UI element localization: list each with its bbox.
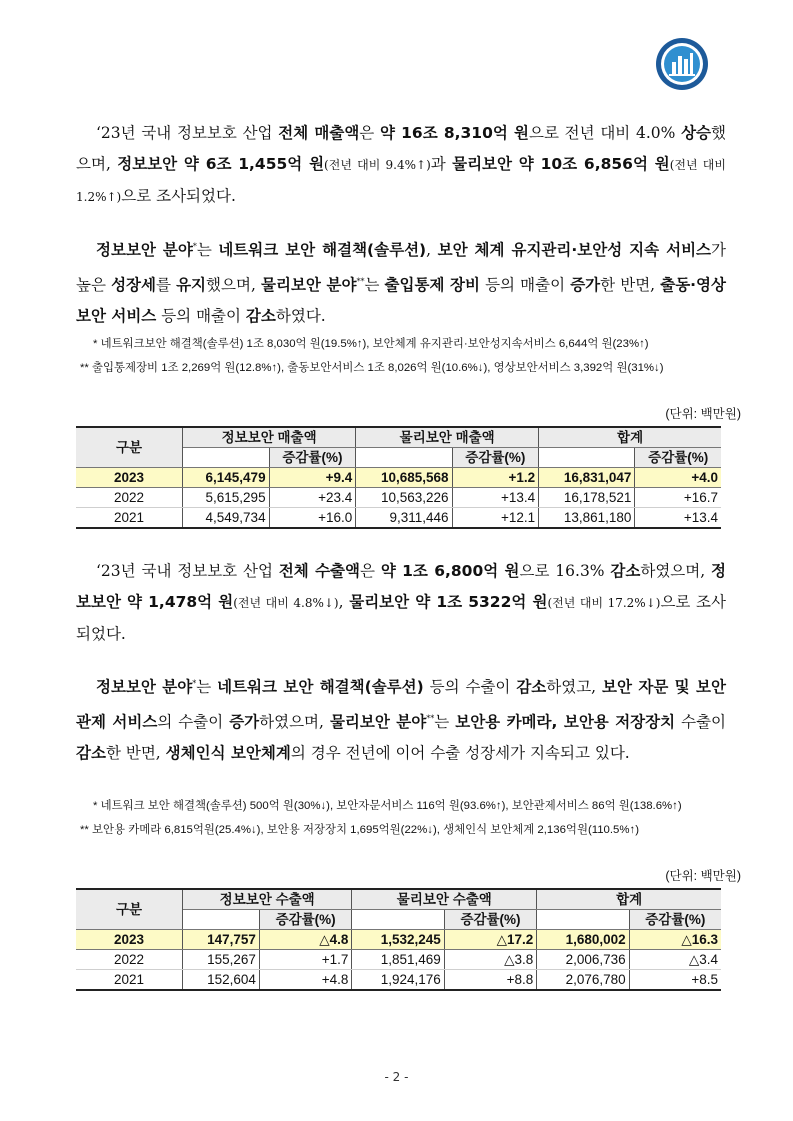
footnotes-exports <box>80 794 740 842</box>
cell-rate: +16.7 <box>635 488 721 508</box>
cell-rate: +23.4 <box>269 488 356 508</box>
text: 으로 조사되었다. <box>76 593 726 643</box>
cell-year: 2023 <box>76 930 183 950</box>
header-physical-exports: 물리보안 수출액 <box>352 889 537 910</box>
text: 는 <box>196 678 218 697</box>
text-small: (전년 대비 1.2%↑) <box>76 158 726 204</box>
paragraph-sales-summary <box>76 118 726 213</box>
footnote: * 네트워크 보안 해결책(솔루션) 500억 원(30%↓), 보안자문서비스 116억 원(93.6%↑), 보안관제서비스 86억 원(138.6%↑) <box>93 800 682 812</box>
text-bold: 증가 <box>570 276 601 295</box>
cell-rate: +8.8 <box>444 970 536 991</box>
cell-year: 2021 <box>76 508 183 529</box>
cell-rate: +9.4 <box>269 468 356 488</box>
cell-rate: +4.0 <box>635 468 721 488</box>
text: 했으며, <box>76 124 726 173</box>
exports-table <box>76 888 721 991</box>
text-bold: 물리보안 분야 <box>261 276 357 295</box>
footnote: * 네트워크보안 해결책(솔루션) 1조 8,030억 원(19.5%↑), 보안체계 유지관리·보안성지속서비스 6,644억 원(23%↑) <box>93 338 649 350</box>
header-physical-sales: 물리보안 매출액 <box>356 427 539 448</box>
text-bold: 증가 <box>229 713 260 732</box>
text-bold: 감소 <box>76 744 106 763</box>
text-bold: 정보보안 약 1,478억 원 <box>76 562 726 611</box>
cell-value: 10,685,568 <box>356 468 452 488</box>
cell-rate: +16.0 <box>269 508 356 529</box>
header-total: 합계 <box>537 889 721 910</box>
footnotes-sales <box>80 332 740 380</box>
text-bold: 감소 <box>245 307 276 326</box>
text-bold: 정보보안 분야 <box>96 241 193 260</box>
cell-value: 13,861,180 <box>539 508 635 529</box>
text: 은 <box>360 562 381 580</box>
cell-value: 9,311,446 <box>356 508 452 529</box>
text-bold: 유지 <box>176 276 207 295</box>
text-bold: 전체 수출액 <box>278 562 360 580</box>
header-blank <box>356 448 452 468</box>
sales-table <box>76 426 721 529</box>
cell-value: 4,549,734 <box>183 508 270 529</box>
cell-rate: +13.4 <box>635 508 721 529</box>
text: 하였으며, <box>259 713 330 732</box>
text-bold: 감소 <box>516 678 547 697</box>
table-row <box>76 930 721 950</box>
header-rate: 증감률(%) <box>444 910 536 930</box>
text-bold: 정보보안 분야 <box>96 678 193 697</box>
header-gubun: 구분 <box>76 427 183 468</box>
text: , <box>338 593 350 611</box>
cell-value: 10,563,226 <box>356 488 452 508</box>
cell-rate: △3.4 <box>629 950 721 970</box>
cell-rate: +8.5 <box>629 970 721 991</box>
text-bold: 상승 <box>681 124 712 142</box>
text: 과 <box>430 155 453 173</box>
cell-value: 2,076,780 <box>537 970 629 991</box>
cell-value: 1,532,245 <box>352 930 444 950</box>
paragraph-export-detail <box>76 668 726 769</box>
cell-value: 5,615,295 <box>183 488 270 508</box>
text: ‘23년 국내 정보보호 산업 <box>96 562 279 580</box>
header-total: 합계 <box>539 427 721 448</box>
cell-year: 2022 <box>76 488 183 508</box>
cell-year: 2023 <box>76 468 183 488</box>
text-bold: 약 1조 6,800억 원 <box>380 562 520 580</box>
text: 는 <box>196 241 219 260</box>
cell-rate: +12.1 <box>452 508 539 529</box>
page-number: - 2 - <box>384 1070 409 1084</box>
paragraph-sales-detail <box>76 231 726 332</box>
header-blank <box>183 910 260 930</box>
cell-value: 6,145,479 <box>183 468 270 488</box>
text: ‘23년 국내 정보보호 산업 <box>96 124 279 142</box>
text: 으로 전년 대비 4.0% <box>529 124 682 142</box>
text: 으로 조사되었다. <box>121 187 236 205</box>
text-bold: 네트워크 보안 해결책(솔루션) <box>217 678 424 697</box>
text: 하였다. <box>275 307 326 326</box>
header-rate: 증감률(%) <box>452 448 539 468</box>
cell-year: 2022 <box>76 950 183 970</box>
header-blank <box>537 910 629 930</box>
footnote-mark: ** <box>356 277 365 287</box>
text-bold: 출동·영상보안 서비스 <box>76 276 726 326</box>
text: 했으며, <box>206 276 261 295</box>
text: 수출이 <box>675 713 727 732</box>
text: 으로 16.3% <box>519 562 611 580</box>
text-bold: 보안 자문 및 보안관제 서비스 <box>76 678 726 732</box>
header-rate: 증감률(%) <box>629 910 721 930</box>
text: 등의 수출이 <box>423 678 517 697</box>
header-blank <box>352 910 444 930</box>
text: 등의 매출이 <box>479 276 571 295</box>
table-row <box>76 488 721 508</box>
cell-rate: △4.8 <box>259 930 351 950</box>
text-bold: 출입통제 장비 <box>384 276 480 295</box>
cell-rate: +13.4 <box>452 488 539 508</box>
footnote-mark: * <box>192 242 197 251</box>
header-info-sales: 정보보안 매출액 <box>183 427 356 448</box>
text-bold: 물리보안 약 1조 5322억 원 <box>349 593 548 611</box>
header-blank <box>539 448 635 468</box>
text-bold: 물리보안 약 10조 6,856억 원 <box>452 155 670 173</box>
cell-rate: +1.2 <box>452 468 539 488</box>
text: 가 높은 <box>76 241 726 295</box>
text-bold: 전체 매출액 <box>278 124 360 142</box>
text: 는 <box>364 276 385 295</box>
cell-rate: +4.8 <box>259 970 351 991</box>
cell-value: 1,924,176 <box>352 970 444 991</box>
cell-value: 147,757 <box>183 930 260 950</box>
table-row <box>76 970 721 991</box>
cell-value: 152,604 <box>183 970 260 991</box>
footnote: ** 출입통제장비 1조 2,269억 원(12.8%↑), 출동보안서비스 1조 8,026억 원(10.6%↓), 영상보안서비스 3,392억 원(31%↓) <box>80 362 664 374</box>
footnote: ** 보안용 카메라 6,815억원(25.4%↓), 보안용 저장장치 1,695억원(22%↓), 생체인식 보안체계 2,136억원(110.5%↑) <box>80 824 640 836</box>
text-bold: 물리보안 분야 <box>329 713 427 732</box>
cell-rate: △17.2 <box>444 930 536 950</box>
footnote-mark: ** <box>426 714 435 724</box>
cell-rate: △16.3 <box>629 930 721 950</box>
text: 등의 매출이 <box>156 307 246 326</box>
cell-value: 1,851,469 <box>352 950 444 970</box>
text: 한 반면, <box>600 276 661 295</box>
text: 는 <box>434 713 456 732</box>
text-bold: 보안용 카메라, 보안용 저장장치 <box>455 713 676 732</box>
text-small: (전년 대비 17.2%↓) <box>547 596 661 610</box>
header-rate: 증감률(%) <box>259 910 351 930</box>
text: , <box>426 241 438 260</box>
text-bold: 성장세 <box>111 276 156 295</box>
statistics-emblem-icon <box>655 37 709 91</box>
text: 하였으며, <box>640 562 712 580</box>
header-blank <box>183 448 270 468</box>
text: 한 반면, <box>105 744 166 763</box>
text-bold: 약 16조 8,310억 원 <box>379 124 530 142</box>
cell-value: 1,680,002 <box>537 930 629 950</box>
table-row <box>76 950 721 970</box>
table-row <box>76 508 721 529</box>
text: 를 <box>155 276 177 295</box>
table-row <box>76 468 721 488</box>
text-bold: 보안 체계 유지관리·보안성 지속 서비스 <box>437 241 712 260</box>
header-gubun: 구분 <box>76 889 183 930</box>
cell-rate: +1.7 <box>259 950 351 970</box>
cell-rate: △3.8 <box>444 950 536 970</box>
footnote-mark: * <box>192 679 197 688</box>
unit-label: (단위: 백만원) <box>665 869 741 883</box>
header-rate: 증감률(%) <box>635 448 721 468</box>
text-bold: 네트워크 보안 해결책(솔루션) <box>218 241 427 260</box>
cell-value: 16,178,521 <box>539 488 635 508</box>
unit-label: (단위: 백만원) <box>665 407 741 421</box>
paragraph-export-summary <box>76 556 726 650</box>
header-rate: 증감률(%) <box>269 448 356 468</box>
text: 의 수출이 <box>157 713 230 732</box>
text-small: (전년 대비 9.4%↑) <box>324 158 431 172</box>
text: 의 경우 전년에 이어 수출 성장세가 지속되고 있다. <box>290 744 630 763</box>
header-info-exports: 정보보안 수출액 <box>183 889 352 910</box>
text: 은 <box>359 124 380 142</box>
cell-value: 155,267 <box>183 950 260 970</box>
cell-value: 16,831,047 <box>539 468 635 488</box>
text-bold: 정보보안 약 6조 1,455억 원 <box>117 155 325 173</box>
cell-value: 2,006,736 <box>537 950 629 970</box>
text-small: (전년 대비 4.8%↓) <box>233 596 339 610</box>
text: 하였고, <box>546 678 603 697</box>
cell-year: 2021 <box>76 970 183 991</box>
text-bold: 감소 <box>610 562 641 580</box>
text-bold: 생체인식 보안체계 <box>165 744 291 763</box>
